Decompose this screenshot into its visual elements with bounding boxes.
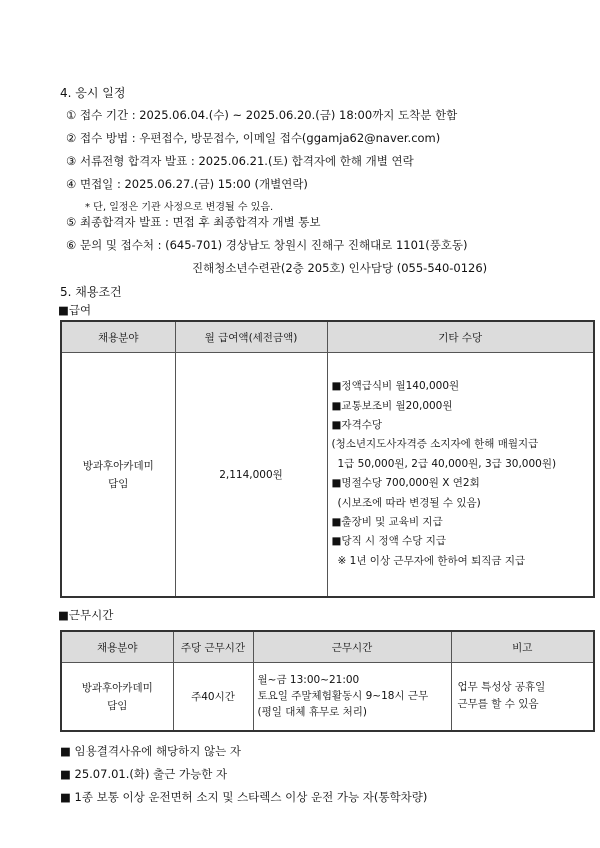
salary-header-field: 채용분야 [61, 321, 175, 353]
salary-field-line1: 방과후아카데미 [82, 459, 154, 472]
benefit-item: ■당직 시 정액 수당 지급 [331, 535, 447, 548]
hours-header-field: 채용분야 [61, 631, 173, 663]
benefit-item: 1급 50,000원, 2급 40,000원, 3급 30,000원) [337, 457, 557, 470]
section-4-title: 4. 응시 일정 [60, 86, 126, 100]
hours-field-line1: 방과후아카데미 [81, 681, 153, 694]
requirement-item-1: ■ 임용결격사유에 해당하지 않는 자 [60, 744, 242, 758]
salary-field-cell [61, 353, 175, 597]
schedule-item-2: ② 접수 방법 : 우편접수, 방문접수, 이메일 접수(ggamja62@naver.com) [66, 131, 441, 145]
schedule-item-6-cont: 진해청소년수련관(2층 205호) 인사담당 (055-540-0126) [192, 261, 488, 275]
benefit-item: ■출장비 및 교육비 지급 [331, 516, 443, 529]
schedule-item-6: ⑥ 문의 및 접수처 : (645-701) 경상남도 창원시 진해구 진해대로 1101(풍호동) [66, 238, 468, 252]
benefit-item: ■명절수당 700,000원 X 연2회 [331, 477, 480, 490]
hours-weekly: 주40시간 [173, 663, 253, 731]
hours-label: ■근무시간 [58, 608, 114, 622]
section-5-title: 5. 채용조건 [60, 285, 122, 299]
benefit-item: (시보조에 따라 변경될 수 있음) [337, 496, 481, 509]
benefit-item: ■자격수당 [331, 419, 382, 432]
schedule-item-1: ① 접수 기간 : 2025.06.04.(수) ~ 2025.06.20.(금) 18:00까지 도착분 한함 [66, 108, 458, 122]
schedule-item-4: ④ 면접일 : 2025.06.27.(금) 15:00 (개별연락) [66, 177, 308, 191]
benefits-cell [327, 353, 594, 597]
schedule-item-5: ⑤ 최종합격자 발표 : 면접 후 최종합격자 개별 통보 [66, 215, 321, 229]
salary-header-benefits: 기타 수당 [327, 321, 594, 353]
hours-field-cell [61, 663, 173, 731]
hours-schedule-cell [253, 663, 451, 731]
schedule-line: 토요일 주말체험활동시 9~18시 근무 [257, 690, 429, 703]
benefit-item: (청소년지도사자격증 소지자에 한해 매월지급 [331, 438, 539, 451]
hours-field-line2: 담임 [107, 699, 128, 712]
benefit-item: ■교통보조비 월20,000원 [331, 399, 453, 412]
salary-amount: 2,114,000원 [175, 353, 327, 597]
hours-header-schedule: 근무시간 [253, 631, 451, 663]
hours-note-cell [451, 663, 594, 731]
note-line: 근무를 할 수 있음 [457, 698, 539, 711]
hours-table [60, 630, 595, 732]
hours-header-note: 비고 [451, 631, 594, 663]
salary-table [60, 320, 595, 598]
schedule-note: * 단, 일정은 기관 사정으로 변경될 수 있음. [85, 202, 274, 213]
benefit-item: ■정액급식비 월140,000원 [331, 380, 460, 393]
salary-field-line2: 담임 [108, 477, 129, 490]
schedule-line: 월~금 13:00~21:00 [257, 674, 360, 687]
requirement-item-2: ■ 25.07.01.(화) 출근 가능한 자 [60, 767, 228, 781]
schedule-line: (평일 대체 휴무로 처리) [257, 706, 367, 719]
note-line: 업무 특성상 공휴일 [457, 681, 546, 694]
benefit-item: ※ 1년 이상 근무자에 한하여 퇴직금 지급 [337, 554, 526, 567]
salary-header-amount: 월 급여액(세전금액) [175, 321, 327, 353]
hours-header-weekly: 주당 근무시간 [173, 631, 253, 663]
requirement-item-3: ■ 1종 보통 이상 운전면허 소지 및 스타렉스 이상 운전 가능 자(통학차량) [60, 790, 428, 804]
schedule-item-3: ③ 서류전형 합격자 발표 : 2025.06.21.(토) 합격자에 한해 개별 연락 [66, 154, 414, 168]
salary-label: ■급여 [58, 303, 92, 317]
